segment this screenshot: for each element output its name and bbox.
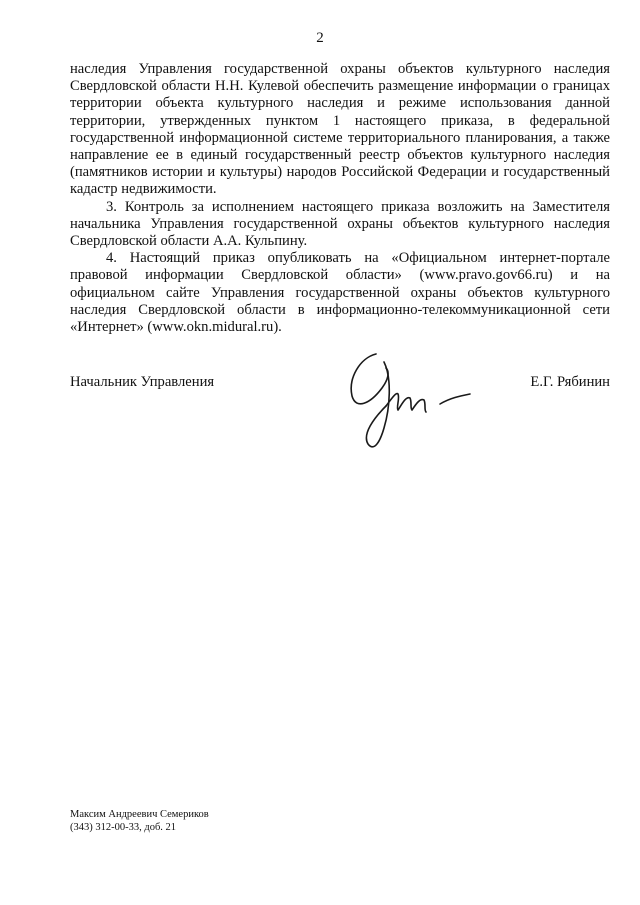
signatory-title: Начальник Управления — [70, 374, 215, 390]
paragraph-item-4: 4. Настоящий приказ опубликовать на «Официальном интернет-портале правовой информации Свердловской области» (www.pravo.gov66.ru) и на официальном сайте Управления государственной охраны объектов культурного наследия Свердловской области в информационно-телекоммуникационной сети «Интернет» (www.okn.midural.ru). — [70, 250, 610, 336]
paragraph-item-3: 3. Контроль за исполнением настоящего приказа возложить на Заместителя начальника Управления государственной охраны объектов культурного наследия Свердловской области А.А. Кульпину. — [70, 198, 610, 250]
signatory-name: Е.Г. Рябинин — [530, 374, 610, 390]
signature-block — [70, 374, 610, 484]
executor-info — [70, 808, 209, 834]
executor-phone: (343) 312-00-33, доб. 21 — [70, 822, 177, 833]
executor-name: Максим Андреевич Семериков — [70, 809, 209, 820]
page-number: 2 — [316, 30, 324, 46]
document-body — [70, 61, 610, 336]
paragraph-continuation: наследия Управления государственной охраны объектов культурного наследия Свердловской области Н.Н. Кулевой обеспечить размещение информации о границах территории объекта культурного наследия и режиме использования данной территории, утвержденных пунктом 1 настоящего приказа, в федеральной государственной информационной системе территориального планирования, а также направление ее в единый государственный реестр объектов культурного наследия (памятников истории и культуры) народов Российской Федерации и государственный кадастр недвижимости. — [70, 61, 610, 198]
handwritten-signature — [340, 348, 480, 458]
